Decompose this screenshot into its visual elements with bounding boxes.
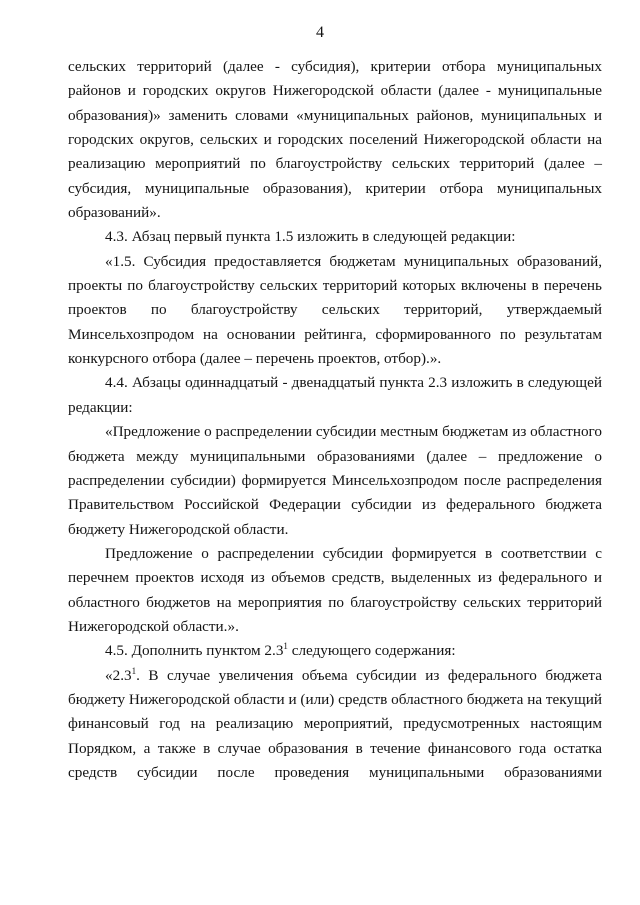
paragraph-4-4: 4.4. Абзацы одиннадцатый - двенадцатый пункта 2.3 изложить в следующей редакции:: [68, 374, 602, 416]
paragraph-proposal-formation: Предложение о распределении субсидии формируется в соответствии с перечнем проектов исходя из объемов средств, выделенных из федерального и областного бюджетов на мероприятия по благоустройству сельских территорий Нижегородской области.».: [68, 544, 602, 635]
paragraph-amendment-continuation: сельских территорий (далее - субсидия), критерии отбора муниципальных районов и городских округов Нижегородской области (далее - муниципальные образования)» заменить словами «муниципальных районов, муниципальных и городских округов, сельских и городских поселений Нижегородской области на реализацию мероприятий по благоустройству сельских территорий (далее – субсидия, муниципальные образования), критерии отбора муниципальных образований».: [68, 58, 602, 222]
superscript-index: 1: [131, 665, 137, 676]
paragraph-4-5-start: 4.5. Дополнить пунктом 2.3: [105, 642, 284, 660]
document-body: [68, 55, 602, 785]
paragraph-2-3-1-body: . В случае увеличения объема субсидии из федерального бюджета бюджету Нижегородской области и (или) средств областного бюджета на текущий финансовый год на реализацию мероприятий, предусмотренных настоящим Порядком, а также в случае образования в течение финансового года остатка средств субсидии после проведения муниципальными образованиями: [68, 666, 602, 781]
paragraph-1-5-quote: «1.5. Субсидия предоставляется бюджетам муниципальных образований, проекты по благоустройству сельских территорий которых включены в перечень проектов по благоустройству сельских территорий, утверждаемый Минсельхозпродом на основании рейтинга, сформированного по результатам конкурсного отбора (далее – перечень проектов, отбор).».: [68, 252, 602, 368]
paragraph-4-3: 4.3. Абзац первый пункта 1.5 изложить в следующей редакции:: [105, 228, 516, 246]
paragraph-4-5-end: следующего содержания:: [287, 642, 456, 660]
paragraph-proposal-distribution: «Предложение о распределении субсидии местным бюджетам из областного бюджета между муниципальными образованиями (далее – предложение о распределении субсидии) формируется Минсельхозпродом после распределения Правительством Российской Федерации субсидии из федерального бюджета бюджету Нижегородской области.: [68, 423, 602, 538]
page-number: 4: [316, 24, 324, 41]
paragraph-2-3-1-quote: [68, 664, 602, 786]
superscript-index: 1: [283, 641, 288, 652]
paragraph-2-3-1-start: «2.3: [105, 666, 132, 684]
paragraph-4-5: [68, 639, 602, 663]
